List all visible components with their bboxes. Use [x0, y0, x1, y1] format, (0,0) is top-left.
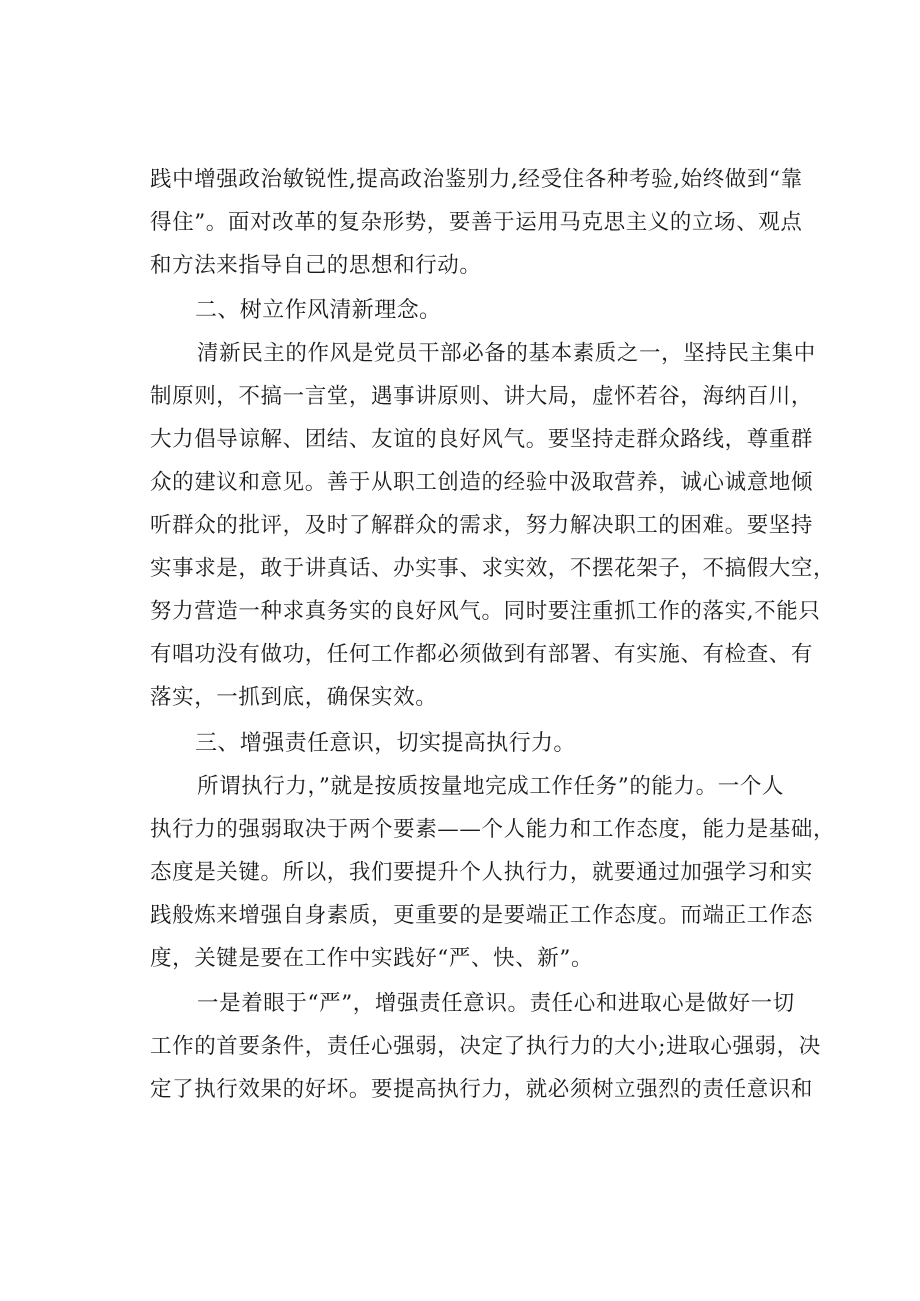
paragraph-2-line-8: 有唱功没有做功，任何工作都必须做到有部署、有实施、有检查、有	[150, 642, 814, 667]
paragraph-3-line-1: 所谓执行力，”就是按质按量地完成工作任务”的能力。一个人	[197, 774, 785, 799]
paragraph-3-line-5: 度，关键是要在工作中实践好“严、快、新”。	[150, 946, 594, 971]
paragraph-1-line-1: 践中增强政治敏锐性,提高政治鉴别力,经受住各种考验,始终做到“靠	[150, 167, 803, 192]
paragraph-4-line-2: 工作的首要条件，责任心强弱，决定了执行力的大小;进取心强弱，决	[150, 1034, 821, 1059]
paragraph-4-line-3: 定了执行效果的好坏。要提高执行力，就必须树立强烈的责任意识和	[150, 1077, 814, 1102]
paragraph-3-line-4: 践般炼来增强自身素质，更重要的是要端正工作态度。而端正工作态	[150, 903, 814, 928]
paragraph-2-line-3: 大力倡导谅解、团结、友谊的良好风气。要坚持走群众路线，尊重群	[150, 427, 814, 452]
paragraph-3-line-2: 执行力的强弱取决于两个要素——个人能力和工作态度，能力是基础，	[150, 817, 836, 842]
paragraph-4-line-1: 一是着眼于“严”，增强责任意识。责任心和进取心是做好一切	[197, 991, 795, 1016]
paragraph-2-line-5: 听群众的批评，及时了解群众的需求，努力解决职工的困难。要坚持	[150, 513, 814, 538]
paragraph-1-line-2: 得住”。面对改革的复杂形势，要善于运用马克思主义的立场、观点	[150, 210, 803, 235]
paragraph-3-line-3: 态度是关键。所以，我们要提升个人执行力，就要通过加强学习和实	[150, 860, 814, 885]
paragraph-2-line-9: 落实，一抓到底，确保实效。	[150, 685, 438, 710]
paragraph-2-line-7: 努力营造一种求真务实的良好风气。同时要注重抓工作的落实,不能只	[150, 599, 821, 624]
section-heading-2: 二、树立作风清新理念。	[195, 298, 442, 323]
paragraph-1-line-3: 和方法来指导自己的思想和行动。	[150, 253, 482, 278]
paragraph-2-line-6: 实事求是，敢于讲真话、办实事、求实效，不摆花架子，不搞假大空，	[150, 556, 836, 581]
paragraph-2-line-1: 清新民主的作风是党员干部必备的基本素质之一，坚持民主集中	[197, 341, 816, 366]
paragraph-2-line-2: 制原则，不搞一言堂，遇事讲原则、讲大局，虚怀若谷，海纳百川，	[150, 384, 814, 409]
paragraph-2-line-4: 众的建议和意见。善于从职工创造的经验中汲取营养，诚心诚意地倾	[150, 470, 814, 495]
section-heading-3: 三、增强责任意识，切实提高执行力。	[195, 731, 576, 756]
